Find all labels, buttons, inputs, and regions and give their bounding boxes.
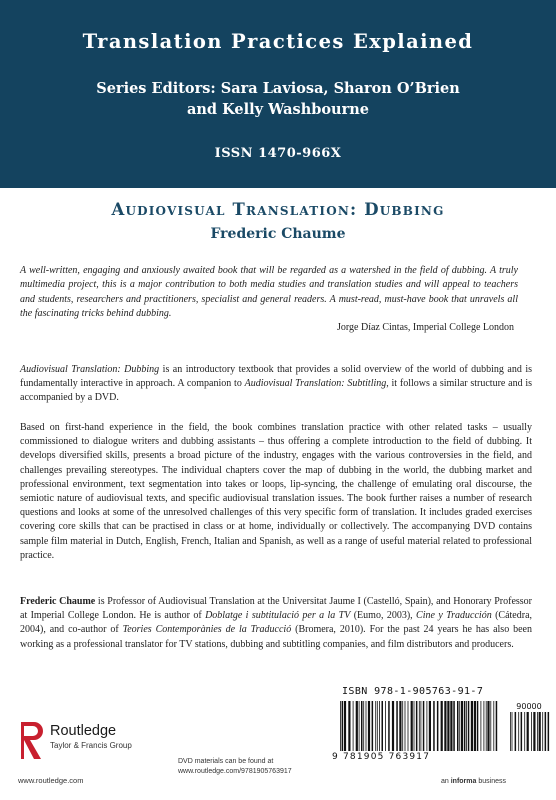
barcode-bar <box>486 701 487 751</box>
barcode-bar <box>375 701 376 751</box>
barcode-bar <box>518 712 519 751</box>
barcode-bar <box>515 712 517 751</box>
barcode-bar <box>512 712 513 751</box>
barcode-bar <box>466 701 467 751</box>
informa-text: an <box>441 778 451 785</box>
dvd-note-line-2: www.routledge.com/9781905763917 <box>178 767 292 775</box>
barcode-bar <box>474 701 476 751</box>
barcode-bar <box>533 712 535 751</box>
bio-work-title: Teories Contemporànies de la Traducció <box>122 624 292 636</box>
bio-work-title: Cine y Traducción <box>416 610 492 622</box>
barcode-bar <box>379 701 380 751</box>
barcode-bar <box>419 701 420 751</box>
barcode-bar <box>487 701 489 751</box>
barcode-bar <box>471 701 473 751</box>
barcode-bar <box>496 701 498 751</box>
barcode-bar <box>348 701 350 751</box>
barcode-bar <box>484 701 485 751</box>
barcode-bar <box>416 701 418 751</box>
series-header <box>0 0 556 188</box>
barcode-addon-bars <box>510 712 549 751</box>
barcode-main-bars <box>340 701 497 751</box>
barcode-bar <box>382 701 384 751</box>
barcode-bar <box>545 712 547 751</box>
description-text: is an introductory textbook that provides a solid overview of the world of dubbing and is fundamentally interactive in approach. A companion to <box>20 364 532 390</box>
endorsement-attribution: Jorge Díaz Cintas, Imperial College London <box>337 322 514 333</box>
bio-text: (Cátedra, 2004), and co-author of <box>20 610 533 636</box>
series-editors-line-2: and Kelly Washbourne <box>186 101 369 118</box>
barcode-bar <box>461 701 463 751</box>
endorsement-quote: A well-written, engaging and anxiously awaited book that will be regarded as a watershed in the field of dubbing. A truly multimedia project, this is a major contribution to both media studies and translation studies and will appeal to teachers and students, researchers and practitioners, specialist and general readers. A must-read, must-have book that unravels all the fascinating tricks behind dubbing. <box>20 265 518 320</box>
barcode-bar <box>353 701 354 751</box>
informa-text: business <box>476 778 506 785</box>
publisher-name: Routledge <box>50 723 117 739</box>
price-code: 90000 <box>516 702 542 711</box>
bio-author-name: Frederic Chaume <box>20 596 96 607</box>
barcode-bar <box>402 701 403 751</box>
barcode-bar <box>490 701 491 751</box>
barcode-bar <box>464 701 466 751</box>
book-title: Audiovisual Translation: Dubbing <box>111 200 445 219</box>
book-author: Frederic Chaume <box>210 226 346 242</box>
barcode-bar <box>340 701 341 751</box>
book-title-ref: Audiovisual Translation: Dubbing <box>20 364 160 375</box>
description-paragraph-2: Based on first-hand experience in the field, the book combines translation practice with other related tasks – usually commissioned to dialogue writers and dubbing assistants – thus offering a complete introduction to the field of dubbing. It develops diversified skills, presents a broad picture of the industry, engages with the various controversies in the field, and challenges prevailing stereotypes. The individual chapters cover the map of dubbing in the world, the dubbing market and professional environment, text segmentation into takes or loops, lip-syncing, the challenge of emulating oral discourse, the semiotic nature of audiovisual texts, and specific audiovisual translation issues. The book further raises a number of research questions and looks at some of the unresolved challenges of this very specific form of translation. It includes graded exercises covering core skills that can be practised in class or at home, individually or collectively. The accompanying DVD contains sample film material in Dutch, English, French, Italian and Spanish, as well as a range of useful material related to professional practice. <box>20 422 532 561</box>
barcode-bar <box>385 701 386 751</box>
barcode-bar <box>531 712 532 751</box>
barcode-bar <box>414 701 415 751</box>
barcode-bar <box>453 701 455 751</box>
barcode-bar <box>366 701 367 751</box>
barcode-bar <box>411 701 413 751</box>
barcode-bar <box>359 701 360 751</box>
informa-tagline <box>441 778 506 785</box>
series-title: Translation Practices Explained <box>82 30 474 53</box>
barcode-bar <box>459 701 460 751</box>
barcode-bar <box>368 701 370 751</box>
barcode-bar <box>527 712 529 751</box>
bio-text: (Bromera, 2010). For the past 24 years he has also been working as a professional translator for TV stations, dubbing and subtitling companies, and film distributors and producers. <box>20 624 532 650</box>
isbn-label: ISBN 978-1-905763-91-7 <box>342 686 484 697</box>
barcode-bar <box>405 701 406 751</box>
barcode-bar <box>481 701 482 751</box>
author-bio <box>20 595 532 652</box>
barcode-bar <box>477 701 479 751</box>
barcode-bar <box>444 701 446 751</box>
bio-text: (Eumo, 2003), <box>350 610 417 622</box>
publisher-url: www.routledge.com <box>18 776 84 785</box>
companion-title-ref: Audiovisual Translation: Subtitling <box>244 378 387 390</box>
barcode-bar <box>441 701 443 751</box>
barcode-bar <box>356 701 358 751</box>
barcode-bar <box>548 712 550 751</box>
barcode-bar <box>510 712 511 751</box>
bio-text: is Professor of Audiovisual Translation at the Universitat Jaume I (Castelló, Spain), and Honorary Professor at Imperial College London. He is author of <box>20 596 532 622</box>
bio-work-title: Doblatge i subtitulació per a la TV <box>205 610 351 622</box>
barcode-bar <box>372 701 374 751</box>
barcode-bar <box>468 701 470 751</box>
publisher-group: Taylor & Francis Group <box>50 741 132 750</box>
barcode-bar <box>423 701 425 751</box>
barcode-bar <box>344 701 346 751</box>
barcode-bar <box>363 701 364 751</box>
barcode-bar <box>421 701 422 751</box>
barcode-bar <box>450 701 452 751</box>
informa-word: informa <box>450 778 477 785</box>
barcode-bar <box>408 701 409 751</box>
series-editors <box>0 78 556 120</box>
barcode-bar <box>542 712 543 751</box>
barcode-bar <box>396 701 398 751</box>
barcode-bar <box>427 701 428 751</box>
barcode-bar <box>493 701 494 751</box>
barcode-bar <box>433 701 435 751</box>
series-editors-line-1: Series Editors: Sara Laviosa, Sharon O’Brien <box>96 80 460 97</box>
barcode-bar <box>437 701 439 751</box>
barcode-bar <box>447 701 449 751</box>
barcode-bar <box>521 712 523 751</box>
barcode-bar <box>539 712 541 751</box>
dvd-note <box>178 757 292 776</box>
barcode-bar <box>429 701 431 751</box>
barcode-bar <box>377 701 378 751</box>
barcode-bar <box>361 701 363 751</box>
barcode-bar <box>388 701 390 751</box>
isbn-digits: 9 781905 763917 <box>332 752 431 762</box>
description-text: , it follows a similar structure and is accompanied by a DVD. <box>20 378 533 404</box>
barcode-bar <box>342 701 344 751</box>
barcode-bar <box>399 701 401 751</box>
barcode-bar <box>392 701 394 751</box>
barcode-bar <box>457 701 459 751</box>
barcode-bar <box>537 712 538 751</box>
routledge-logo-icon <box>17 719 47 763</box>
barcode-bar <box>524 712 525 751</box>
series-issn: ISSN 1470-966X <box>214 146 342 161</box>
dvd-note-line-1: DVD materials can be found at <box>178 758 274 765</box>
description-paragraph-1 <box>20 363 532 406</box>
